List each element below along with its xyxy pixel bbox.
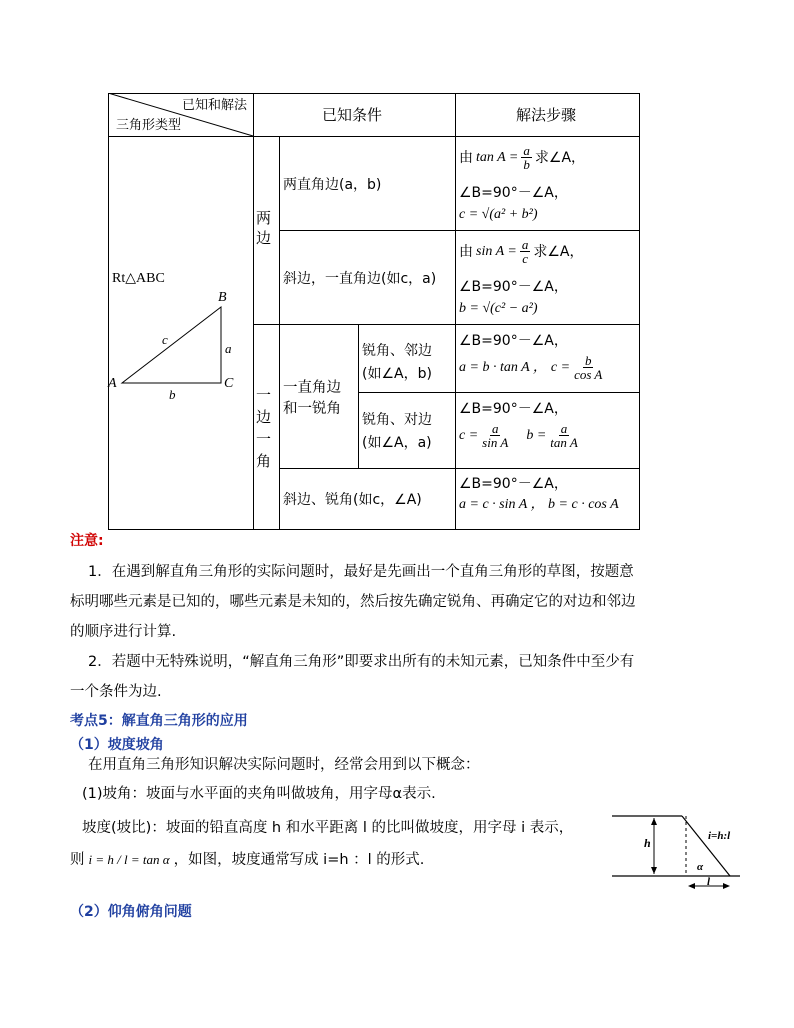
header-bottom-label: 三角形类型 (116, 118, 182, 133)
row1-step2: ∠B=90°－∠A， (459, 185, 568, 201)
side-b-label: b (169, 387, 176, 402)
table-border-right (639, 93, 640, 530)
group-two-sides: 两边 (256, 209, 272, 247)
note1-line1: 1．在遇到解直角三角形的实际问题时，最好是先画出一个直角三角形的草图，按题意 (88, 564, 634, 580)
definition-slope-angle: (1)坡角：坡面与水平面的夹角叫做坡角，用字母α表示. (82, 786, 436, 802)
row-divider-4 (279, 468, 640, 469)
table-col-divider-sub (358, 324, 359, 468)
row4-known: 锐角、对边(如∠A，a) (362, 412, 432, 451)
header-top-label: 已知和解法 (182, 98, 248, 113)
slope-h-label: h (644, 836, 651, 850)
row1-known: 两直角边(a，b) (283, 177, 382, 193)
row5-step2: a = c · sin A ， b = c · cos A (459, 497, 619, 512)
intro-text: 在用直角三角形知识解决实际问题时，经常会用到以下概念： (88, 757, 480, 773)
row2-step1: 由 sin A = $\frac{a}{c}$ 求∠A， (459, 237, 584, 266)
note1-line2: 标明哪些元素是已知的，哪些元素是未知的，然后按先确定锐角、再确定它的对边和邻边 (70, 594, 636, 610)
group-side-angle: 一边一角 (256, 386, 272, 470)
row4-step2: c = $\frac{a}{\text{sin A}}$ b = $\frac{a}{\text{tan A}}$ (459, 421, 578, 450)
row3-step2: a = b · tan A ， c = $\frac{b}{\text{cos A}}$ (459, 353, 603, 382)
row2-step2: ∠B=90°－∠A， (459, 279, 568, 295)
definition-slope-ratio: 坡度(坡比)：坡面的铅直高度 h 和水平距离 l 的比叫做坡度，用字母 i 表示， (82, 820, 574, 836)
sub-known-leg-angle: 一直角边和一锐角 (283, 380, 341, 417)
subsection-elevation: （2）仰角俯角问题 (70, 904, 192, 920)
definition-formula-line: 则 i = h / l = tan α ，如图，坡度通常写成 i=h ：l 的形式. (70, 852, 425, 868)
row3-known: 锐角、邻边(如∠A，b) (362, 343, 432, 382)
triangle-label: Rt△ABC (112, 271, 165, 286)
row2-step3: b = √(c² − a²) (459, 301, 538, 316)
vertex-a-label: A (108, 376, 117, 391)
slope-l-label: l (707, 876, 711, 888)
column-header-steps: 解法步骤 (516, 106, 577, 124)
column-header-known: 已知条件 (322, 106, 383, 124)
side-a-label: a (225, 341, 232, 356)
row-divider-2 (253, 324, 640, 325)
row1-step3: c = √(a² + b²) (459, 207, 538, 222)
row5-step1: ∠B=90°－∠A， (459, 476, 568, 492)
row2-known: 斜边，一直角边(如c，a) (283, 271, 437, 287)
row4-step1: ∠B=90°－∠A， (459, 401, 568, 417)
note1-line3: 的顺序进行计算. (70, 624, 177, 640)
subsection-slope: （1）坡度坡角 (70, 737, 164, 753)
vertex-b-label: B (218, 290, 227, 305)
table-col-divider-1 (253, 93, 254, 530)
row5-known: 斜边、锐角(如c，∠A) (283, 492, 422, 508)
slope-formula: i = h / l = tan α (88, 852, 170, 867)
side-c-label: c (162, 332, 168, 347)
vertex-c-label: C (224, 376, 234, 391)
slope-i-label: i=h:l (708, 830, 731, 842)
row-divider-3 (358, 392, 640, 393)
note-title: 注意: (70, 533, 104, 549)
row-divider-1 (279, 230, 640, 231)
note2-line1: 2．若题中无特殊说明，“解直角三角形”即要求出所有的未知元素，已知条件中至少有 (88, 654, 635, 670)
table-border-bottom (108, 529, 640, 530)
note2-line2: 一个条件为边. (70, 684, 162, 700)
row1-step1: 由 tan A = $\frac{a}{b}$ 求∠A， (459, 143, 586, 172)
row3-step1: ∠B=90°－∠A， (459, 333, 568, 349)
table-col-divider-3 (455, 93, 456, 530)
slope-alpha-label: α (697, 861, 704, 873)
table-col-divider-2 (279, 136, 280, 530)
section-title: 考点5：解直角三角形的应用 (70, 713, 248, 729)
slope-diagram (610, 806, 744, 892)
